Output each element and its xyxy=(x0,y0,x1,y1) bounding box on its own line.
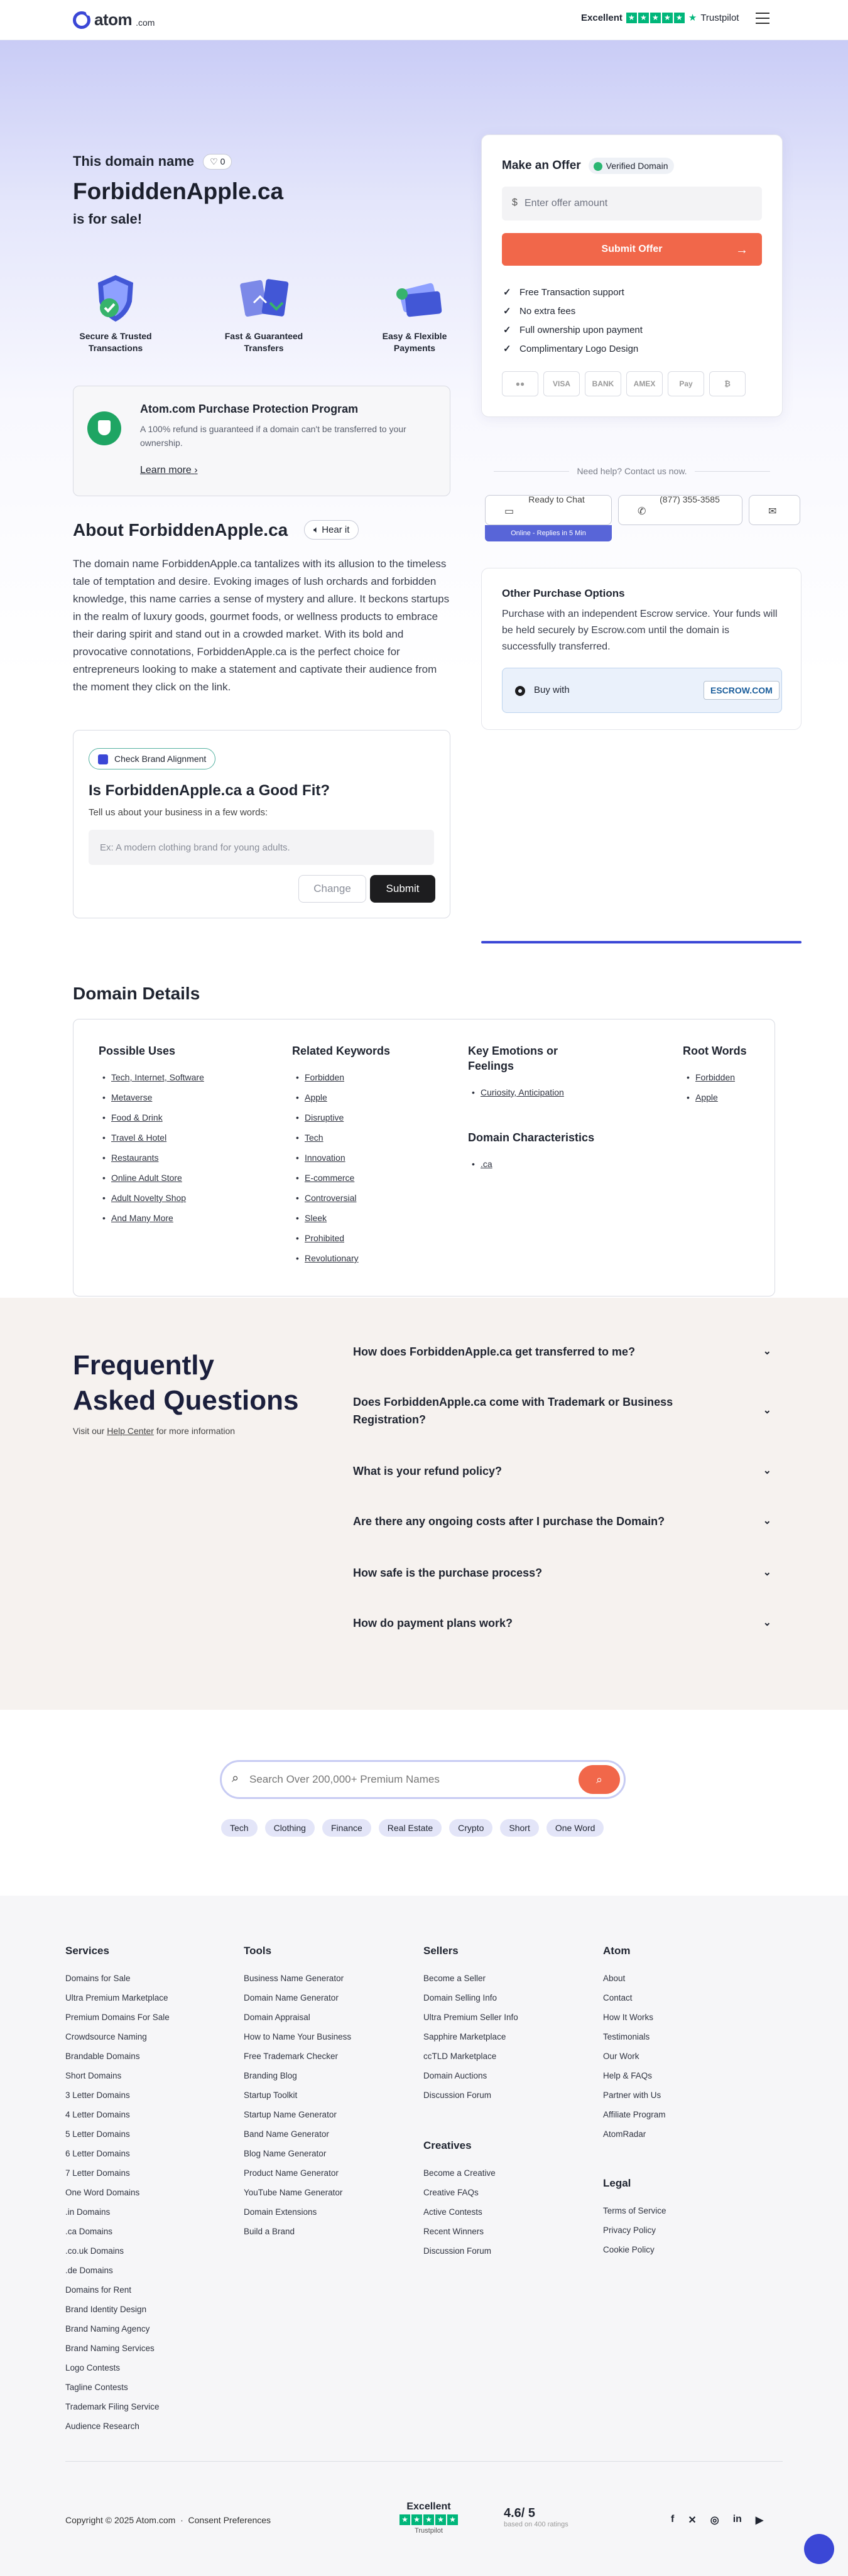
footer-legal-link[interactable]: Cookie Policy xyxy=(603,2245,655,2254)
footer-atom-link[interactable]: Partner with Us xyxy=(603,2090,661,2100)
keyword-link[interactable]: • Prohibited xyxy=(292,1228,390,1248)
youtube-icon[interactable]: ▶ xyxy=(755,2515,764,2526)
search-icon: ⌕ xyxy=(232,1771,239,1785)
footer-tool-link[interactable]: Domain Appraisal xyxy=(244,2013,310,2022)
footer-atom-link[interactable]: AtomRadar xyxy=(603,2129,646,2139)
keyword-link[interactable]: • Revolutionary xyxy=(292,1248,390,1268)
footer-tool-link[interactable]: Product Name Generator xyxy=(244,2168,339,2178)
use-link[interactable]: • And Many More xyxy=(99,1208,204,1228)
footer-tool-link[interactable]: Band Name Generator xyxy=(244,2129,329,2139)
email-button[interactable] xyxy=(749,495,800,525)
footer-creative-link[interactable]: Discussion Forum xyxy=(423,2246,492,2256)
faq-section: Frequently Asked Questions Visit our Help Center for more information How does ForbiddenApple.ca get transferred to me? ⌄ Does ForbiddenApple.ca come with Trademark or Business Registration? ⌄ What is your refund policy? ⌄ Are there any ongoing costs after I purchase the Domain? ⌄ How safe is the purchase process? ⌄ How do payment plans work? ⌄ xyxy=(0,1298,848,1710)
keyword-link[interactable]: • Forbidden xyxy=(292,1067,390,1087)
fit-title: Is ForbiddenApple.ca a Good Fit? xyxy=(89,782,330,799)
suggestion-chip[interactable]: One Word xyxy=(546,1819,604,1837)
footer-service-link[interactable]: Logo Contests xyxy=(65,2363,121,2372)
chat-button[interactable]: ▭ Ready to Chat xyxy=(485,495,612,525)
footer-tool-link[interactable]: Domain Name Generator xyxy=(244,1993,339,2003)
footer-service-link[interactable]: 6 Letter Domains xyxy=(65,2149,130,2158)
star-icon: ★ xyxy=(411,2514,422,2525)
feature-payments: Easy & Flexible Payments xyxy=(364,271,465,354)
footer-tool-link[interactable]: Branding Blog xyxy=(244,2071,297,2080)
offer-title: Make an Offer xyxy=(502,159,581,172)
related-keywords: Related Keywords • Forbidden • Apple • Disruptive • Tech • Innovation • E-commerce • Controversial • Sleek • Prohibited • Revolutionary xyxy=(292,1043,390,1268)
chevron-down-icon: ⌄ xyxy=(763,1405,771,1416)
mail-icon: ✉ xyxy=(768,506,777,517)
footer-tool-link[interactable]: Business Name Generator xyxy=(244,1974,344,1983)
faq-question[interactable]: How does ForbiddenApple.ca get transferred to me? ⌄ xyxy=(353,1343,775,1361)
chevron-down-icon: ⌄ xyxy=(763,1516,771,1526)
footer-legal-link[interactable]: Terms of Service xyxy=(603,2206,666,2215)
atom-logo-icon xyxy=(73,11,90,29)
footer-legal: Legal Terms of Service Privacy Policy Cookie Policy xyxy=(603,2177,666,2259)
footer-service-link[interactable]: Trademark Filing Service xyxy=(65,2402,160,2411)
other-purchase-options-card: Other Purchase Options Purchase with an independent Escrow service. Your funds will be held securely by Escrow.com until the domain is successfully transferred. Buy with ESCROW.COM xyxy=(481,568,802,730)
use-link[interactable]: • Online Adult Store xyxy=(99,1168,204,1188)
footer-service-link[interactable]: Tagline Contests xyxy=(65,2383,128,2392)
submit-button[interactable]: Submit xyxy=(370,875,435,903)
star-icon: ★ xyxy=(674,13,685,23)
footer-creative-link[interactable]: Creative FAQs xyxy=(423,2188,479,2197)
use-link[interactable]: • Adult Novelty Shop xyxy=(99,1188,204,1208)
use-link[interactable]: • Travel & Hotel xyxy=(99,1128,204,1148)
star-icon: ★ xyxy=(447,2514,458,2525)
footer-divider xyxy=(65,2461,783,2462)
star-icon: ★ xyxy=(400,2514,410,2525)
bitcoin-icon: ₿ xyxy=(709,371,746,396)
verified-domain-badge: Verified Domain xyxy=(589,158,675,174)
keyword-link[interactable]: • Tech xyxy=(292,1128,390,1148)
domain-name-title: ForbiddenApple.ca xyxy=(73,178,284,204)
footer-sellers: Sellers Become a Seller Domain Selling Info Ultra Premium Seller Info Sapphire Marketplace ccTLD Marketplace Domain Auctions Discussion Forum xyxy=(423,1945,518,2105)
check-brand-alignment-badge: Check Brand Alignment xyxy=(89,748,215,769)
about-title: About ForbiddenApple.ca xyxy=(73,520,288,540)
keyword-link[interactable]: • Sleek xyxy=(292,1208,390,1228)
use-link[interactable]: • Tech, Internet, Software xyxy=(99,1067,204,1087)
escrow-logo: ESCROW.COM xyxy=(704,681,780,700)
faq-title: Frequently Asked Questions xyxy=(73,1350,299,1416)
footer-seller-link[interactable]: Ultra Premium Seller Info xyxy=(423,2013,518,2022)
search-button[interactable] xyxy=(579,1765,620,1794)
footer-service-link[interactable]: Short Domains xyxy=(65,2071,122,2080)
footer-service-link[interactable]: Domains for Sale xyxy=(65,1974,131,1983)
footer-tool-link[interactable]: Build a Brand xyxy=(244,2227,295,2236)
footer-seller-link[interactable]: Become a Seller xyxy=(423,1974,486,1983)
purchase-protection-card: Atom.com Purchase Protection Program A 100% refund is guaranteed if a domain can't be transferred to your ownership. Learn more › xyxy=(73,386,450,496)
chevron-right-icon: › xyxy=(194,465,198,476)
footer-service-link[interactable]: Premium Domains For Sale xyxy=(65,2013,170,2022)
suggestion-chip[interactable]: Finance xyxy=(322,1819,371,1837)
online-status-badge: Online - Replies in 5 Min xyxy=(485,525,612,541)
footer-service-link[interactable]: .ca Domains xyxy=(65,2227,113,2236)
learn-more-link[interactable]: Learn more › xyxy=(140,465,198,476)
use-link[interactable]: • Metaverse xyxy=(99,1087,204,1107)
rating-summary: 4.6/ 5 based on 400 ratings xyxy=(504,2506,568,2528)
submit-offer-button[interactable]: Submit Offer → xyxy=(502,233,762,266)
make-offer-card xyxy=(481,134,783,417)
trustpilot-stars xyxy=(400,2514,458,2525)
suggestion-chip[interactable]: Short xyxy=(500,1819,538,1837)
footer-service-link[interactable]: Brand Naming Agency xyxy=(65,2324,150,2334)
key-emotions: Key Emotions or Feelings • Curiosity, Anticipation xyxy=(468,1043,581,1102)
trustpilot-badge[interactable]: Excellent ★ ★ ★ ★ ★ ★ Trustpilot xyxy=(581,12,739,23)
offer-benefits xyxy=(502,283,643,359)
benefit-item: ✓ Full ownership upon payment xyxy=(502,321,643,340)
footer-seller-link[interactable]: Domain Selling Info xyxy=(423,1993,497,2003)
protection-shield-icon xyxy=(87,411,121,445)
escrow-option[interactable]: Buy with ESCROW.COM xyxy=(502,668,782,713)
footer-atom-link[interactable]: How It Works xyxy=(603,2013,654,2022)
phone-icon: ✆ xyxy=(638,506,646,517)
amex-icon: AMEX xyxy=(626,371,663,396)
footer-service-link[interactable]: .in Domains xyxy=(65,2207,111,2217)
hear-it-button[interactable]: 🔈︎ Hear it xyxy=(304,520,359,540)
footer-tool-link[interactable]: How to Name Your Business xyxy=(244,2032,352,2041)
footer-seller-link[interactable]: Discussion Forum xyxy=(423,2090,492,2100)
star-icon: ★ xyxy=(435,2514,446,2525)
search-icon: ⌕ xyxy=(595,1773,603,1786)
feature-transfers: Fast & Guaranteed Transfers xyxy=(214,271,314,354)
apple-pay-icon: Pay xyxy=(668,371,704,396)
currency-symbol: $ xyxy=(512,197,518,208)
about-description: The domain name ForbiddenApple.ca tantalizes with its allusion to the timeless tale of temptation and desire. Evoking images of lush orchards and forbidden knowledge, this name carries a sense of mystery and allure. It beckons startups in the realm of luxury goods, gourmet foods, or wellness products to embrace their daring spirit and stand out in a crowded market. With its bold and provocative connotations, ForbiddenApple.ca is the perfect choice for entrepreneurs looking to make a statement and captivate their audience from the moment they click on the link. xyxy=(73,558,450,693)
footer-service-link[interactable]: .de Domains xyxy=(65,2266,113,2275)
like-button[interactable]: ♡ 0 xyxy=(203,154,232,170)
footer-service-link[interactable]: Ultra Premium Marketplace xyxy=(65,1993,168,2003)
domain-details-title: Domain Details xyxy=(73,984,200,1003)
consent-preferences-link[interactable]: Consent Preferences xyxy=(188,2515,271,2525)
footer-atom: Atom About Contact How It Works Testimonials Our Work Help & FAQs Partner with Us Affiliate Program AtomRadar xyxy=(603,1945,666,2144)
footer-tool-link[interactable]: Startup Toolkit xyxy=(244,2090,298,2100)
social-links xyxy=(671,2514,763,2526)
mastercard-icon: ●● xyxy=(502,371,538,396)
fit-subtitle: Tell us about your business in a few words: xyxy=(89,807,268,818)
faq-question[interactable]: How do payment plans work? ⌄ xyxy=(353,1614,775,1632)
keyword-link[interactable]: • E-commerce xyxy=(292,1168,390,1188)
footer-seller-link[interactable]: Domain Auctions xyxy=(423,2071,487,2080)
feature-secure: Secure & Trusted Transactions xyxy=(65,271,166,354)
footer-service-link[interactable]: 5 Letter Domains xyxy=(65,2129,130,2139)
star-icon: ★ xyxy=(423,2514,434,2525)
chevron-down-icon: ⌄ xyxy=(763,1346,771,1357)
instagram-icon[interactable]: ◎ xyxy=(710,2515,719,2526)
suggestion-chip[interactable]: Real Estate xyxy=(379,1819,442,1837)
brand-fit-card xyxy=(73,730,450,918)
footer-tool-link[interactable]: Free Trademark Checker xyxy=(244,2052,339,2061)
faq-question[interactable]: How safe is the purchase process? ⌄ xyxy=(353,1564,775,1582)
footer-services: Services Domains for Sale Ultra Premium Marketplace Premium Domains For Sale Crowdsource Naming Brandable Domains Short Domains 3 Letter Domains 4 Letter Domains 5 Letter Domains 6 Letter Domains 7 Letter Domains One Word Domains .in Domains .ca Domains .co.uk Domains .de Domains Domains for Rent Brand Identity Design Brand Naming Agency Brand Naming Services Logo Contests Tagline Contests Trademark Filing Service Audience Research xyxy=(65,1945,170,2436)
domain-intro: This domain name ♡ 0 xyxy=(73,153,232,170)
star-icon: ★ xyxy=(650,13,661,23)
bank-icon: BANK xyxy=(585,371,621,396)
footer-service-link[interactable]: 7 Letter Domains xyxy=(65,2168,130,2178)
footer-creative-link[interactable]: Become a Creative xyxy=(423,2168,496,2178)
use-link[interactable]: • Restaurants xyxy=(99,1148,204,1168)
footer-atom-link[interactable]: Our Work xyxy=(603,2052,639,2061)
star-icon: ★ xyxy=(662,13,673,23)
suggestion-chip[interactable]: Clothing xyxy=(265,1819,315,1837)
domain-characteristics: Domain Characteristics • .ca xyxy=(468,1130,594,1174)
footer-atom-link[interactable]: Affiliate Program xyxy=(603,2110,666,2119)
footer-creative-link[interactable]: Active Contests xyxy=(423,2207,482,2217)
star-icon: ★ xyxy=(638,13,649,23)
faq-question[interactable]: What is your refund policy? ⌄ xyxy=(353,1462,775,1480)
root-words: Root Words • Forbidden • Apple xyxy=(683,1043,747,1107)
chat-widget-button[interactable] xyxy=(804,2534,834,2564)
footer-service-link[interactable]: Domains for Rent xyxy=(65,2285,132,2295)
footer-atom-link[interactable]: Contact xyxy=(603,1993,633,2003)
chat-bubble-icon: ▭ xyxy=(504,506,514,517)
footer-atom-link[interactable]: Testimonials xyxy=(603,2032,650,2041)
faq-question[interactable]: Are there any ongoing costs after I purchase the Domain? ⌄ xyxy=(353,1513,775,1530)
star-icon: ★ xyxy=(626,13,637,23)
x-icon[interactable]: ✕ xyxy=(688,2515,697,2526)
need-help-text: Need help? Contact us now. xyxy=(481,466,783,476)
speaker-icon: 🔈︎ xyxy=(313,524,320,535)
emotion-link[interactable]: • Curiosity, Anticipation xyxy=(468,1082,581,1102)
chevron-down-icon: ⌄ xyxy=(763,1567,771,1578)
footer-tool-link[interactable]: Domain Extensions xyxy=(244,2207,317,2217)
footer-creative-link[interactable]: Recent Winners xyxy=(423,2227,484,2236)
suggestion-chip[interactable]: Tech xyxy=(221,1819,258,1837)
radio-button[interactable] xyxy=(515,686,525,696)
suggestion-chip[interactable]: Crypto xyxy=(449,1819,492,1837)
domain-search-bar xyxy=(220,1760,626,1799)
footer-service-link[interactable]: Brandable Domains xyxy=(65,2052,140,2061)
footer-service-link[interactable]: Audience Research xyxy=(65,2421,139,2431)
footer-tool-link[interactable]: YouTube Name Generator xyxy=(244,2188,343,2197)
footer-legal-link[interactable]: Privacy Policy xyxy=(603,2225,656,2235)
search-input[interactable] xyxy=(249,1768,563,1791)
characteristic-link[interactable]: • .ca xyxy=(468,1154,594,1174)
site-header xyxy=(0,0,848,40)
footer-tools: Tools Business Name Generator Domain Name Generator Domain Appraisal How to Name Your Business Free Trademark Checker Branding Blog Startup Toolkit Startup Name Generator Band Name Generator Blog Name Generator Product Name Generator YouTube Name Generator Domain Extensions Build a Brand xyxy=(244,1945,351,2241)
keyword-link[interactable]: • Disruptive xyxy=(292,1107,390,1128)
possible-uses: Possible Uses • Tech, Internet, Software • Metaverse • Food & Drink • Travel & Hotel • Restaurants • Online Adult Store • Adult Novelty Shop • And Many More xyxy=(99,1043,204,1228)
trustpilot-star-icon: ★ xyxy=(688,13,697,23)
business-description-input[interactable] xyxy=(89,830,434,865)
footer-atom-link[interactable]: Help & FAQs xyxy=(603,2071,653,2080)
payment-methods xyxy=(502,371,746,396)
footer-service-link[interactable]: Crowdsource Naming xyxy=(65,2032,147,2041)
divider-line xyxy=(481,941,802,943)
trustpilot-stars xyxy=(626,13,685,23)
keyword-link[interactable]: • Innovation xyxy=(292,1148,390,1168)
root-word-link[interactable]: • Forbidden xyxy=(683,1067,747,1087)
footer-seller-link[interactable]: ccTLD Marketplace xyxy=(423,2052,497,2061)
footer-atom-link[interactable]: About xyxy=(603,1974,626,1983)
linkedin-icon[interactable]: in xyxy=(732,2514,742,2524)
footer-creatives: Creatives Become a Creative Creative FAQs Active Contests Recent Winners Discussion Forum xyxy=(423,2139,496,2261)
offer-amount-input[interactable] xyxy=(502,187,762,220)
footer-service-link[interactable]: Brand Naming Services xyxy=(65,2344,155,2353)
arrow-right-icon: → xyxy=(736,243,748,257)
footer-service-link[interactable]: One Word Domains xyxy=(65,2188,140,2197)
heart-icon: ♡ xyxy=(210,156,218,166)
phone-button[interactable]: ✆ (877) 355-3585 xyxy=(618,495,742,525)
change-button[interactable]: Change xyxy=(298,875,366,903)
chevron-down-icon: ⌄ xyxy=(763,1465,771,1476)
hamburger-menu-icon[interactable] xyxy=(756,13,769,24)
transfer-icon xyxy=(239,271,289,325)
footer-tool-link[interactable]: Blog Name Generator xyxy=(244,2149,327,2158)
footer-service-link[interactable]: Brand Identity Design xyxy=(65,2305,147,2314)
for-sale-text: is for sale! xyxy=(73,211,143,227)
footer-trustpilot-badge[interactable]: Excellent ★ ★ ★ ★ ★ Trustpilot xyxy=(400,2501,458,2535)
shield-icon xyxy=(90,271,141,325)
domain-details-card xyxy=(73,1019,775,1296)
footer-service-link[interactable]: 4 Letter Domains xyxy=(65,2110,130,2119)
keyword-link[interactable]: • Controversial xyxy=(292,1188,390,1208)
search-suggestions xyxy=(221,1819,604,1837)
footer-seller-link[interactable]: Sapphire Marketplace xyxy=(423,2032,506,2041)
benefit-item: ✓ No extra fees xyxy=(502,302,643,321)
card-icon xyxy=(389,271,440,325)
facebook-icon[interactable]: f xyxy=(671,2514,675,2524)
copyright-text: Copyright © 2025 Atom.com xyxy=(65,2515,176,2525)
benefit-item: ✓ Complimentary Logo Design xyxy=(502,340,643,359)
keyword-link[interactable]: • Apple xyxy=(292,1087,390,1107)
root-word-link[interactable]: • Apple xyxy=(683,1087,747,1107)
help-center-link[interactable]: Help Center xyxy=(107,1426,154,1436)
benefit-item: ✓ Free Transaction support xyxy=(502,283,643,302)
site-footer: Services Domains for Sale Ultra Premium Marketplace Premium Domains For Sale Crowdsource Naming Brandable Domains Short Domains 3 Letter Domains 4 Letter Domains 5 Letter Domains 6 Letter Domains 7 Letter Domains One Word Domains .in Domains .ca Domains .co.uk Domains .de Domains Domains for Rent Brand Identity Design Brand Naming Agency Brand Naming Services Logo Contests Tagline Contests Trademark Filing Service Audience Research Tools Business Name Generator Domain Name Generator Domain Appraisal How to Name Your Business Free Trademark Checker Branding Blog Startup Toolkit Startup Name Generator Band Name Generator Blog Name Generator Product Name Generator YouTube Name Generator Domain Extensions Build a Brand Sellers Become a Seller Domain Selling Info Ultra Premium Seller Info Sapphire Marketplace ccTLD Marketplace Domain Auctions Discussion Forum Creatives Become a Creative Creative FAQs Active Contests Recent Winners Discussion Forum Atom About Contact How It Works Testimonials Our Work Help & FAQs Partner with Us Affiliate Program AtomRadar Legal Terms of Service Privacy Policy Cookie Policy Copyright © 2025 Atom.com · Consent Preferences Excellent ★ ★ ★ ★ ★ Trustpilot 4.6/ 5 based on 400 ratings f ✕ ◎ in ▶ xyxy=(0,1896,848,2576)
faq-question[interactable]: Does ForbiddenApple.ca come with Trademark or Business Registration? ⌄ xyxy=(353,1396,771,1426)
visa-icon: VISA xyxy=(543,371,580,396)
atom-logo[interactable]: atom .com xyxy=(73,10,155,30)
use-link[interactable]: • Food & Drink xyxy=(99,1107,204,1128)
chevron-down-icon: ⌄ xyxy=(763,1617,771,1628)
footer-service-link[interactable]: .co.uk Domains xyxy=(65,2246,124,2256)
footer-tool-link[interactable]: Startup Name Generator xyxy=(244,2110,337,2119)
footer-service-link[interactable]: 3 Letter Domains xyxy=(65,2090,130,2100)
